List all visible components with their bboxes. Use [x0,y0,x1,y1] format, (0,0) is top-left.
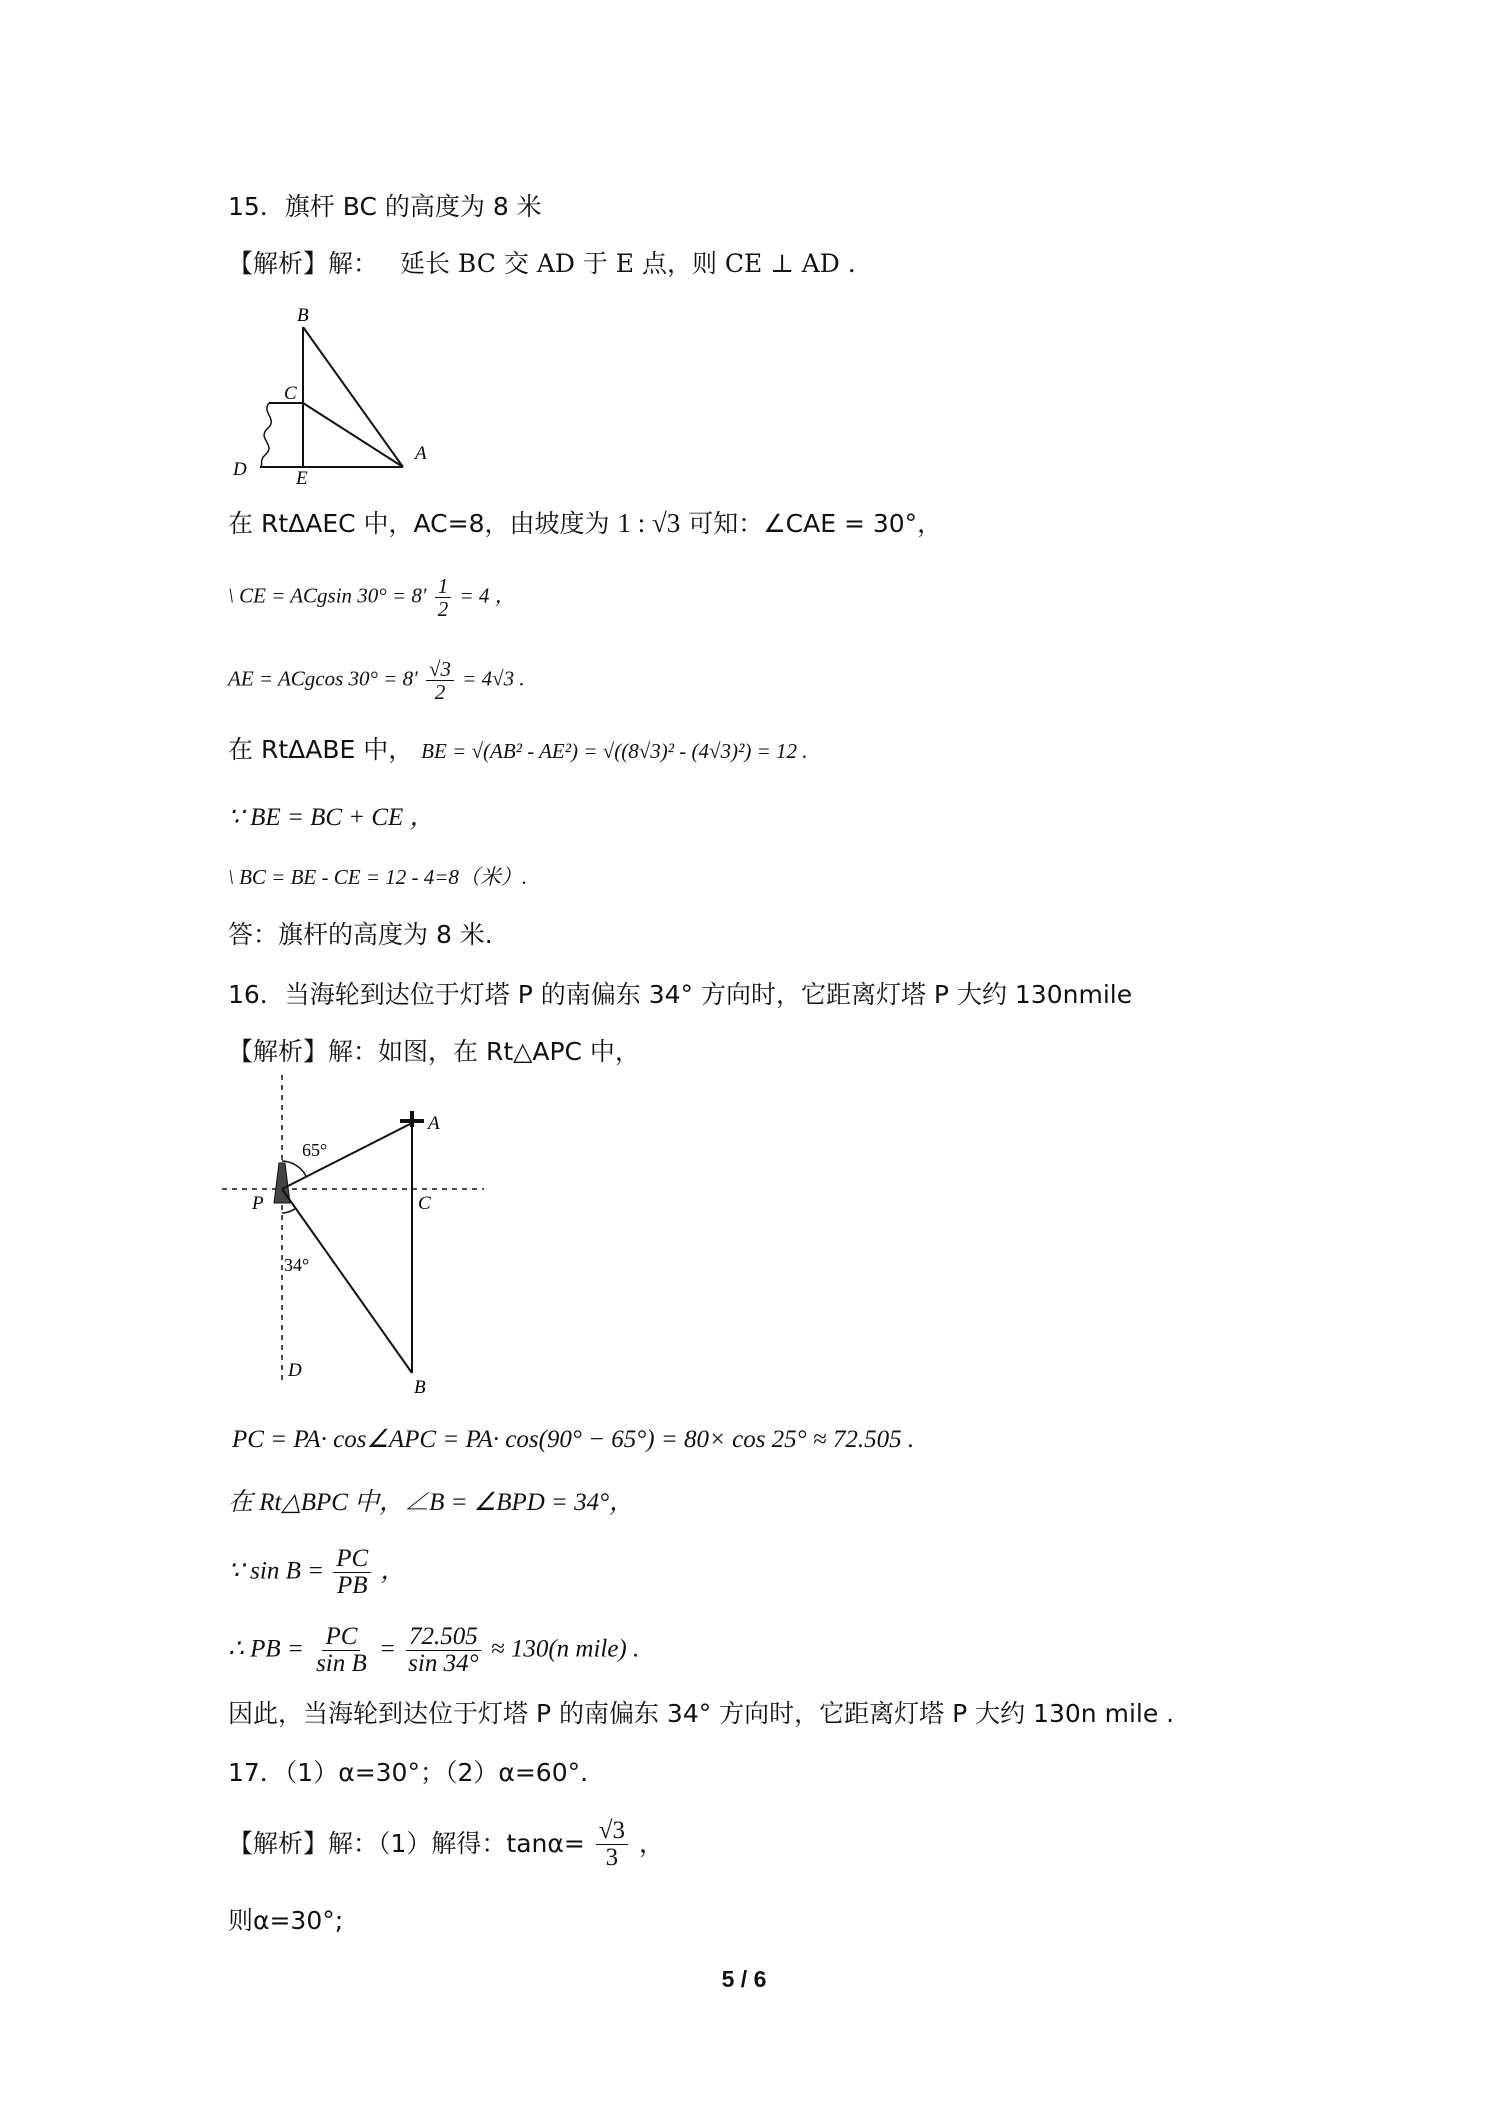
q15-ae-result: = 4√3 . [462,666,525,691]
fig16-label-B: B [414,1377,426,1395]
q15-ae-frac-num: √3 [426,658,454,681]
q17-tan-den: 3 [605,1844,619,1872]
q15-analysis-intro [228,247,856,281]
fig15-label-A: A [415,443,427,464]
q15-ce-result: = 4 ， [459,583,516,608]
fig16-label-P: P [252,1193,264,1214]
q15-ae-line [228,658,525,703]
q16-therefore-line: ∴ PB = $\frac{PC}{\text{sin B}}$ = $\frac{72.505}{\sin 34^\circ}$ ≈ 130(n mile) . [228,1623,640,1678]
fig16-angle-34: 34° [284,1255,310,1275]
q16-therefore-suffix: ≈ 130(n mile) . [490,1635,640,1663]
q15-answer: 15．旗杆 BC 的高度为 8 米 [228,192,542,221]
fig15-label-C: C [284,383,297,404]
q16-pb-frac1-den: sin B [316,1650,367,1678]
q17-analysis [228,1818,664,1872]
q16-rt-bpc [228,1485,634,1520]
q15-slope: 1 : √3 [617,508,681,538]
q17-analysis-prefix: 【解析】解：（1）解得：tanα= [228,1828,585,1858]
q15-figure [225,295,445,485]
q15-conclusion: 答：旗杆的高度为 8 米. [228,920,493,949]
q16-pb-fraction-1 [313,1624,370,1678]
q16-sin-den: PB [336,1572,368,1600]
q17-answer: 17．（1）α=30°；（2）α=60°. [228,1758,589,1787]
q16-sin-num: PC [333,1546,371,1573]
q16-because-line [228,1546,405,1600]
q15-intro-text: 延长 BC 交 AD 于 E 点，则 CE ⊥ AD . [399,249,856,278]
q15-ce-line [228,575,516,620]
fig16-label-A: A [428,1113,440,1134]
fig15-slope-curve [261,403,271,467]
fig16-angle-65: 65° [302,1140,328,1160]
q15-rt-aec-line [228,506,942,541]
q16-conclusion: 因此，当海轮到达位于灯塔 P 的南偏东 34° 方向时，它距离灯塔 P 大约 130n mile . [228,1699,1175,1728]
q16-pc-calc: PC = PA· cos∠APC = PA· cos(90° − 65°) = 80× cos 25° ≈ 72.505 . [232,1426,915,1453]
q17-result: 则α=30°; [228,1906,344,1935]
q15-analysis-label: 【解析】解： [228,249,379,278]
fig15-ca-line [303,403,403,467]
q17-tan-fraction [596,1818,628,1872]
q16-pb-frac2-den: sin 34° [408,1650,479,1678]
fig16-label-D: D [288,1360,302,1381]
page-number: 5 / 6 [721,1966,767,1992]
q16-pb-frac2-num: 72.505 [406,1624,481,1651]
q15-ce-frac-num: 1 [435,575,452,598]
q15-rt-aec-text1: 在 RtΔAEC 中，AC=8，由坡度为 [228,509,610,538]
fig15-ba-line [303,327,403,467]
q16-therefore-prefix: ∴ PB = [228,1635,304,1663]
fig15-label-D: D [233,459,247,480]
q15-ce-calc: \ CE = ACgsin 30° = 8′ [228,583,427,608]
q16-because-prefix: ∵ sin B = [228,1557,324,1585]
q16-pb-frac1-num: PC [322,1624,360,1651]
q15-because-line: ∵ BE = BC + CE ， [228,804,435,831]
q16-answer: 16．当海轮到达位于灯塔 P 的南偏东 34° 方向时，它距离灯塔 P 大约 130nmile [228,980,1133,1009]
q16-analysis: 【解析】解：如图，在 Rt△APC 中， [228,1037,640,1066]
q15-be-calc: BE = √(AB² - AE²) = √((8√3)² - (4√3)²) = 12 . [421,739,808,763]
q16-rt-bpc-text: 在 Rt△BPC 中，∠B = ∠BPD = 34°， [228,1489,635,1516]
q15-therefore-line: \ BC = BE - CE = 12 - 4=8（米）. [228,865,528,889]
q17-tan-num: √3 [596,1818,628,1845]
q15-ce-frac-den: 2 [437,597,449,622]
q16-sin-fraction [333,1546,371,1600]
fig15-label-E: E [296,468,308,485]
fig16-pb-line [282,1189,412,1373]
q15-be-line [228,733,808,768]
q17-analysis-suffix: ， [638,1828,664,1858]
fig15-label-B: B [297,305,309,326]
q16-because-suffix: ， [380,1557,406,1585]
q16-pb-fraction-2 [405,1624,481,1678]
q16-figure [222,1075,492,1395]
q15-ae-calc: AE = ACgcos 30° = 8′ [228,666,418,691]
q15-rt-aec-text2: 可知：∠CAE = 30°， [688,509,943,538]
q15-ce-fraction [435,575,452,620]
q15-ae-frac-den: 2 [434,680,446,705]
fig16-label-C: C [418,1193,431,1214]
q15-be-prefix: 在 RtΔABE 中， [228,735,414,764]
q15-ae-fraction [426,658,454,703]
fig16-angle-34-arc [282,1208,296,1213]
